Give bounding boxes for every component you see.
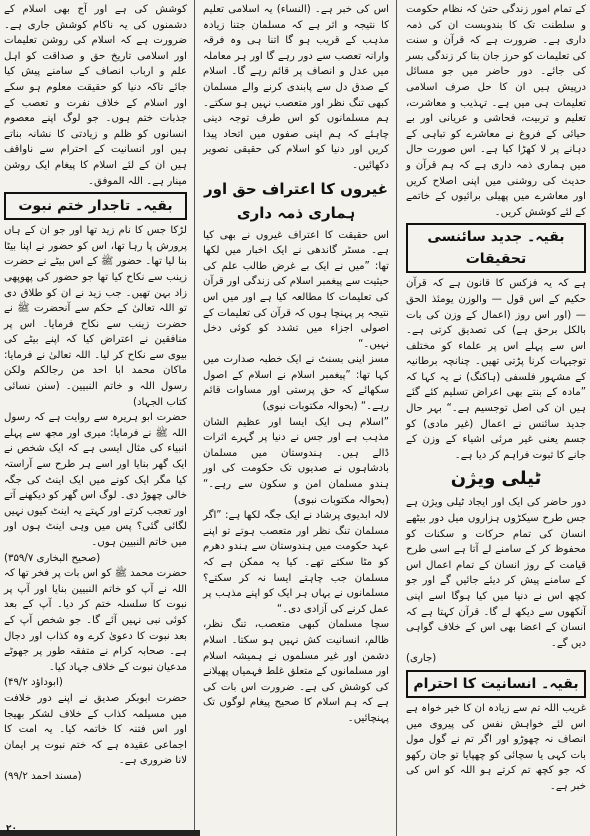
article-paragraph: مسز اینی بسنٹ نے ایک خطبہ صدارت میں کہا تھا: ”پیغمبر اسلام نے اسلام کے اصول سکھائے کہ حق پرستی اور مساوات قائم رہے۔“ (بحوالہ مکتوبات نبوی) [203,354,389,413]
right-column [400,0,590,836]
footer-bar [0,830,200,836]
column-divider [396,0,397,836]
article-paragraph: اس کی خبر ہے۔ (النساء) یہ اسلامی تعلیم کا نتیجہ و اثر ہے کہ مسلمان جتنا زیادہ مذہب کے قریب ہو گا اتنا ہی وہ فرقہ وارانہ تعصب سے دور رہے گا اور ہر معاملہ میں عدل و انصاف پر قائم رہے گا۔ اسلام کے صدق دل سے پابندی کرنے والے مسلمان کبھی تنگ نظر اور متعصب نہیں ہو سکتے۔ ہم مسلمانوں کو اس طرف توجہ دینی چاہئے کہ ہم اپنی صفوں میں اتحاد پیدا کریں اور دنیا کو اسلام کی حقیقی تصویر دکھائیں۔ [203,4,389,171]
section-heading-khatm-e-nabuwwat: بقیہ۔ تاجدار ختم نبوت [4,192,187,220]
citation: (مسند احمد ۹۹/۲) [4,770,82,782]
left-column [0,0,192,836]
article-paragraph: لالہ ابدیوی پرشاد نے ایک جگہ لکھا ہے: ”اگر مسلمان تنگ نظر اور متعصب ہوتے تو اپنے عہد حکومت میں ہندوستان سے ہندو دھرم کو مٹا سکتے تھے۔ کیا یہ ممکن ہے کہ مسلمان جب چاہتے ایسا نہ کر سکتے؟ مسلمانوں نے یہاں ہر ایک کو اپنے مذہب پر عمل کرنے کی آزادی دی۔“ [203,510,389,615]
section-heading-television: ٹیلی ویژن [450,468,542,490]
citation: (صحیح البخاری ۳۵۹/۷) [4,552,101,564]
article-paragraph: حضرت ابو ہریرہ سے روایت ہے کہ رسول اللہ ﷺ نے فرمایا: میری اور مجھ سے پہلے انبیاء کی مثال ایسی ہے کہ ایک شخص نے ایک گھر بنایا اور اسے ہر طرح سے آراستہ کیا مگر ایک کونے میں ایک اینٹ کی جگہ خالی چھوڑ دی۔ لوگ اس گھر کو دیکھنے آتے اور تعجب کرتے اور کہتے یہ اینٹ کیوں نہیں لگائی گئی؟ پس میں وہی اینٹ ہوں اور میں خاتم النبیین ہوں۔ [4,412,187,548]
continued-note: (جاری) [406,653,437,665]
article-paragraph: کوشش کی ہے اور آج بھی اسلام کے دشمنوں کی یہ ناکام کوشش جاری ہے۔ ضرورت ہے کہ اسلام کی روشن تعلیمات اور اسلامی تاریخ حق و صداقت کو اہل علم و ارباب انصاف کے سامنے پیش کیا جائے تاکہ دنیا کو حقیقت معلوم ہو سکے اور اسلام کے خلاف نفرت و تعصب کے جذبات ختم ہوں۔ جو لوگ اپنے معصوم انسانوں کو ظلم و زیادتی کا نشانہ بناتے ہیں اور انسانیت کے احترام سے ناواقف ہیں ان کے لئے اسلام کا پیغام ایک روشن مینار ہے۔ اللہ الموفق۔ [4,4,187,187]
article-paragraph: غریب اللہ تم سے زیادہ ان کا خیر خواہ ہے اس لئے خواہش نفس کی پیروی میں انصاف نہ چھوڑو اور اگر تم نے گول مول بات کہی یا سچائی کو چھپایا تو جان رکھو کہ جو کچھ تم کرتے ہو اللہ کو اس کی خبر ہے۔ [406,702,586,792]
column-divider [194,0,195,836]
citation: (ابوداؤد ۴۹/۲) [4,677,63,689]
article-paragraph: دور حاضر کی ایک اور ایجاد ٹیلی ویژن ہے جس طرح سیکڑوں ہزاروں میل دور بیٹھے انسان کی تمام حرکات و سکنات کو محفوظ کر کے سامنے لے آتا ہے اسی طرح قیامت کے روز انسان کے تمام اعمال اس کے سامنے پیش کر دیئے جائیں گے اور جو کچھ اس نے دنیا میں کیا ہوگا اسے اپنی آنکھوں سے دیکھ لے گا۔ قرآن کہتا ہے کہ انسان کے اعضا بھی اس کے خلاف گواہی دیں گے۔ [406,497,586,649]
page-number: ۲۰ [6,824,17,834]
section-heading-scientific-research: بقیہ۔ جدید سائنسی تحقیقات [406,223,586,273]
article-paragraph: سچا مسلمان کبھی متعصب، تنگ نظر، ظالم، انسانیت کش نہیں ہو سکتا۔ اسلام دشمن اور غیر مسلموں نے ہمیشہ اسلام اور مسلمانوں کے متعلق غلط فہمیاں پھیلانے کی کوشش کی ہے۔ ضرورت اس بات کی ہے کہ ہم اسلام کا صحیح پیغام لوگوں تک پہنچائیں۔ [203,619,389,724]
article-paragraph: حضرت ابوبکر صدیق نے اپنے دور خلافت میں مسیلمہ کذاب کے خلاف لشکر بھیجا اور اس فتنہ کا خاتمہ کیا۔ یہ امت کا اجماعی عقیدہ ہے کہ ختم نبوت پر ایمان لانا ضروری ہے۔ [4,692,187,767]
section-heading-respect-for-humanity: بقیہ۔ انسانیت کا احترام [406,670,586,698]
article-paragraph: لڑکا جس کا نام زید تھا اور جو ان کے ہاں پرورش پا رہا تھا، اس کو حضور نے اپنا بیٹا بنا لیا تھا۔ حضور ﷺ کے اس بیٹے نے حضرت زینب سے نکاح کیا تھا جو حضور کی پھوپھی زاد بہن تھیں۔ جب زید نے ان کو طلاق دی تو اللہ تعالیٰ کے حکم سے آنحضرت ﷺ نے حضرت زینب سے نکاح فرمایا۔ اس پر منافقین نے اعتراض کیا کہ اپنے بیٹے کی بیوی سے نکاح کر لیا۔ اللہ تعالیٰ نے فرمایا: ماکان محمد ابا احد من رجالکم ولکن رسول اللہ و خاتم النبیین۔ (سنن نسائی کتاب الجہاد) [4,225,187,408]
article-paragraph: ”اسلام ہی ایک ایسا اور عظیم الشان مذہب ہے اور جس نے دنیا پر گہرے اثرات ڈالے ہیں۔ ہندوستان میں مسلمان بادشاہوں نے صدیوں تک حکومت کی اور ہندو مسلمان امن و سکون سے رہے۔“ (بحوالہ مکتوبات نبوی) [203,416,389,506]
article-paragraph: کے تمام امور زندگی حتیٰ کہ نظام حکومت و سلطنت تک کا بندوبست ان کی ذمہ داری ہے۔ ضرورت ہے کہ قرآن و سنت کی تعلیمات کو حرز جان بنا کر زندگی بسر کی جائے۔ دور حاضر میں جو مسائل درپیش ہیں ان کا حل صرف اسلامی تعلیمات ہی میں ہے۔ تہذیب و معاشرت، تعلیم و تربیت، فحاشی و عریانی اور بے حیائی کے فروغ نے معاشرے کو تباہی کے دہانے پر لا کھڑا کیا ہے۔ اس صورت حال میں ہماری ذمہ داری ہے کہ ہم قرآن و حدیث کی روشنی میں اپنی اصلاح کریں اور معاشرے میں پھیلی برائیوں کے خاتمے کے لئے کوشش کریں۔ [406,4,586,218]
article-paragraph: اس حقیقت کا اعتراف غیروں نے بھی کیا ہے۔ مسٹر گاندھی نے ایک اخبار میں لکھا تھا: ”میں نے ایک بے غرض طالب علم کی حیثیت سے پیغمبر اسلام کی زندگی اور قرآن کی تعلیمات کا مطالعہ کیا ہے اور میں اس نتیجہ پر پہنچا ہوں کہ قرآن کی تعلیمات کے اصولی اجزاء میں تشدد کو کوئی دخل نہیں۔“ [203,229,389,350]
article-paragraph: حضرت محمد ﷺ کو اس بات پر فخر تھا کہ اللہ نے آپ کو خاتم النبیین بنایا اور آپ پر نبوت کا سلسلہ ختم کر دیا۔ آپ کے بعد کوئی نبی نہیں آئے گا۔ جو شخص آپ کے بعد نبوت کا دعویٰ کرے وہ کذاب اور دجال ہے۔ صحابہ کرام نے متفقہ طور پر جھوٹے مدعیان نبوت کے خلاف جہاد کیا۔ [4,568,187,673]
section-heading-acknowledgement: غیروں کا اعتراف حق اور ہماری ذمہ داری [204,179,388,222]
article-paragraph: ہے کہ یہ فزکس کا قانون ہے کہ قرآن حکیم کے اس قول — والوزن یومئذ الحق — (اور اس روز (اعمال کے وزن کی بات بالکل برحق ہے) کی تصدیق کرتی ہے۔ اس سے پہلے اس پر علماء کو مختلف توجیہات کرنا پڑتی تھیں۔ چنانچہ برطانیہ کے مشہور فلسفی (ہاکنگ) نے یہ کہا کہ ”مادہ کے بنتے بھی اعراض تسلیم کئے گئے ہیں ان کی اصل توجسیم ہے۔“ بہر حال جدید سائنس نے اعمال (غیر مادی) کو جسم یعنی غیر مرئی اشیاء کے وزن کے جانے کا ثبوت فراہم کر دیا ہے۔ [406,278,586,461]
middle-column [198,0,394,836]
